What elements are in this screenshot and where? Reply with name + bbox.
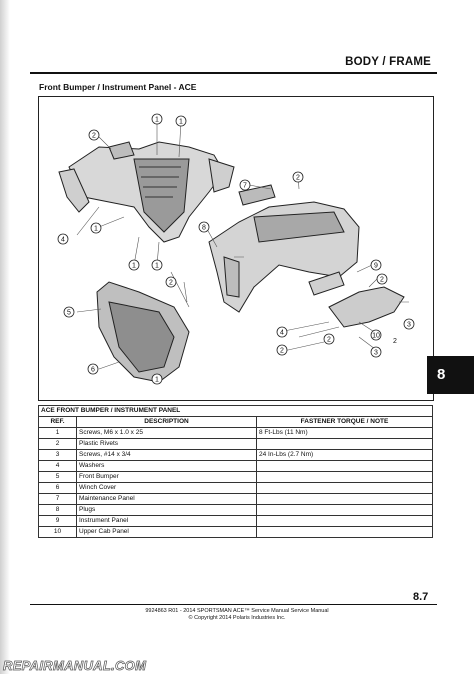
- table-row: [39, 461, 433, 472]
- callout-text: 1: [155, 376, 159, 384]
- table-caption-row: [39, 406, 433, 417]
- column-header-ref: REF.: [39, 417, 77, 428]
- description-cell: Winch Cover: [77, 483, 257, 494]
- callout-text: 2: [92, 132, 96, 140]
- ref-cell: 2: [39, 439, 77, 450]
- callout-text: 10: [372, 332, 380, 340]
- chapter-tab: [427, 356, 474, 394]
- ref-cell: 3: [39, 450, 77, 461]
- callout-text: 2: [296, 174, 300, 182]
- ref-cell: 4: [39, 461, 77, 472]
- chapter-tab-number: 8: [437, 366, 446, 383]
- table-caption: ACE FRONT BUMPER / INSTRUMENT PANEL: [39, 406, 433, 417]
- page-number: 8.7: [413, 591, 429, 603]
- ref-cell: 1: [39, 428, 77, 439]
- description-cell: Front Bumper: [77, 472, 257, 483]
- table-row: [39, 428, 433, 439]
- ref-cell: 10: [39, 527, 77, 538]
- section-title: Front Bumper / Instrument Panel - ACE: [39, 82, 197, 92]
- column-header-torque: FASTENER TORQUE / NOTE: [257, 417, 433, 428]
- note-cell: [257, 483, 433, 494]
- callout-text: 1: [179, 118, 183, 126]
- callout-text: 3: [374, 349, 378, 357]
- upper-cab-panel-outline: [329, 287, 404, 327]
- description-cell: Screws, M6 x 1.0 x 25: [77, 428, 257, 439]
- callout-text: 8: [202, 224, 206, 232]
- footer-manual-title: 9924863 R01 - 2014 SPORTSMAN ACE™ Service Manual Service Manual: [145, 608, 329, 614]
- parts-table: [38, 405, 433, 538]
- callout-text: 2: [380, 276, 384, 284]
- table-header-row: [39, 417, 433, 428]
- description-cell: Plastic Rivets: [77, 439, 257, 450]
- ref-cell: 7: [39, 494, 77, 505]
- callout-text: 4: [280, 329, 284, 337]
- footer-copyright: © Copyright 2014 Polaris Industries Inc.: [188, 615, 286, 621]
- table-row: [39, 439, 433, 450]
- ref-cell: 8: [39, 505, 77, 516]
- table-row: [39, 494, 433, 505]
- table-row: [39, 527, 433, 538]
- ref-cell: 9: [39, 516, 77, 527]
- page-edge-shadow: [0, 0, 10, 674]
- table-row: [39, 472, 433, 483]
- note-cell: [257, 461, 433, 472]
- diagram-svg: [39, 97, 433, 400]
- callout-text: 4: [61, 236, 65, 244]
- callout-text: 2: [169, 279, 173, 287]
- description-cell: Upper Cab Panel: [77, 527, 257, 538]
- footer-divider: [30, 604, 437, 605]
- header-bar: [30, 54, 437, 74]
- note-cell: [257, 527, 433, 538]
- callout-text: 1: [132, 262, 136, 270]
- ref-cell: 5: [39, 472, 77, 483]
- callout-text: 6: [91, 366, 95, 374]
- callout-text: 7: [243, 182, 247, 190]
- callout-text: 9: [374, 262, 378, 270]
- description-cell: Screws, #14 x 3/4: [77, 450, 257, 461]
- callout-text: 5: [67, 309, 71, 317]
- watermark: REPAIRMANUAL.COM: [3, 658, 147, 673]
- description-cell: Instrument Panel: [77, 516, 257, 527]
- table-row: [39, 505, 433, 516]
- note-cell: 8 Ft-Lbs (11 Nm): [257, 428, 433, 439]
- exploded-diagram: [38, 96, 434, 401]
- note-cell: 24 In-Lbs (2.7 Nm): [257, 450, 433, 461]
- table-row: [39, 450, 433, 461]
- callout-text: 1: [94, 225, 98, 233]
- description-cell: Plugs: [77, 505, 257, 516]
- note-cell: [257, 494, 433, 505]
- description-cell: Washers: [77, 461, 257, 472]
- column-header-description: DESCRIPTION: [77, 417, 257, 428]
- table-row: [39, 516, 433, 527]
- note-cell: [257, 472, 433, 483]
- callout-text: 3: [407, 321, 411, 329]
- note-cell: [257, 439, 433, 450]
- callout-text: 1: [155, 262, 159, 270]
- callout-text: 2: [393, 338, 397, 345]
- callout-text: 1: [155, 116, 159, 124]
- table-row: [39, 483, 433, 494]
- description-cell: Maintenance Panel: [77, 494, 257, 505]
- callout-text: 2: [327, 336, 331, 344]
- ref-cell: 6: [39, 483, 77, 494]
- note-cell: [257, 505, 433, 516]
- callout-text: 2: [280, 347, 284, 355]
- chapter-title: BODY / FRAME: [345, 56, 431, 68]
- note-cell: [257, 516, 433, 527]
